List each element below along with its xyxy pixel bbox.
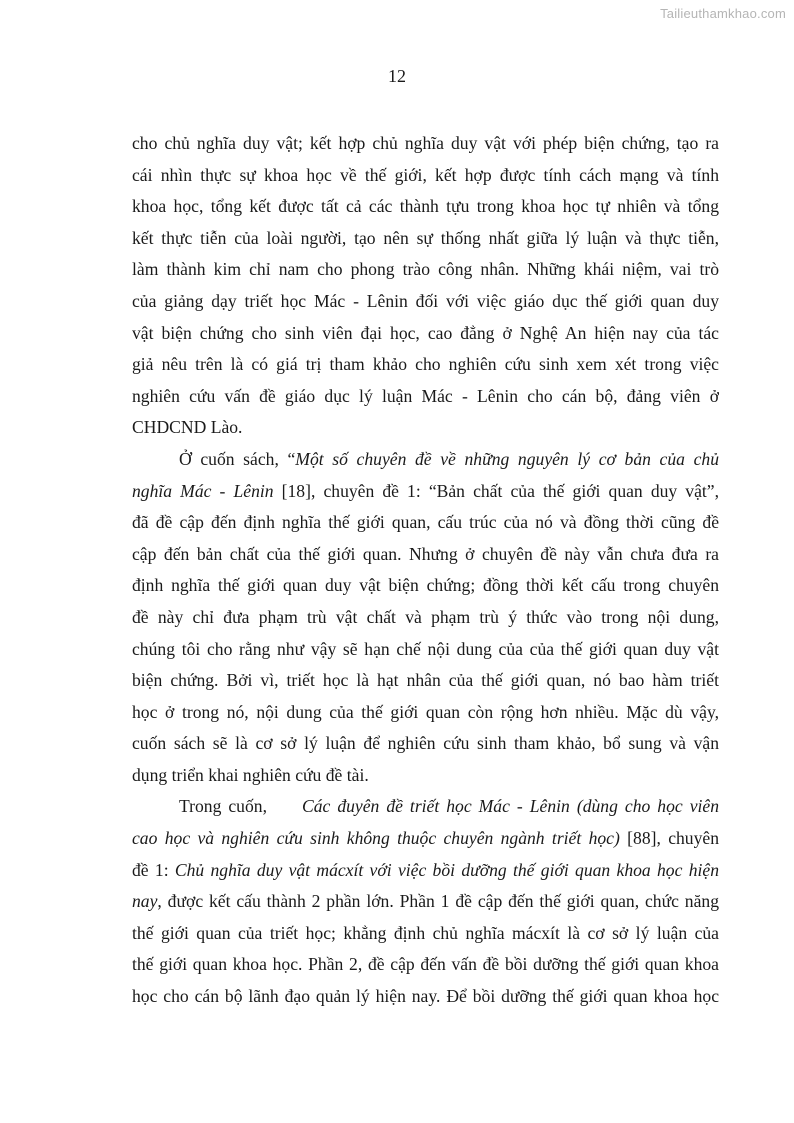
text-line: cập đến bản chất của thế giới quan. Nhưng ở chuyên đề này vẫn chưa đưa ra	[132, 543, 719, 564]
text-line: thế giới quan khoa học. Phần 2, đề cập đến vấn đề bồi dưỡng thế giới quan khoa	[132, 954, 719, 975]
page-body	[132, 128, 719, 1013]
chapter-title: Chủ nghĩa duy vật mácxít với việc bồi dưỡng thế giới quan khoa học hiện	[174, 859, 719, 880]
text-run: Trong cuốn,	[179, 796, 267, 817]
text-line: cuốn sách sẽ là cơ sở lý luận để nghiên cứu sinh tham khảo, bổ sung và vận	[132, 733, 719, 754]
text-line	[132, 444, 719, 476]
text-line: chúng tôi cho rằng như vậy sẽ hạn chế nội dung của của thế giới quan duy vật	[132, 638, 719, 659]
text-line: học cho cán bộ lãnh đạo quản lý hiện nay. Để bồi dưỡng thế giới quan khoa học	[132, 986, 719, 1007]
text-line: cái nhìn thực sự khoa học về thế giới, kết hợp được tính cách mạng và tính	[132, 164, 719, 185]
text-line	[132, 823, 719, 855]
text-line	[132, 855, 719, 887]
text-line: học ở trong nó, nội dung của thế giới quan còn rộng hơn nhiều. Mặc dù vậy,	[132, 701, 719, 722]
text-line: đề này chỉ đưa phạm trù vật chất và phạm trù ý thức vào trong nội dung,	[132, 606, 719, 627]
text-line	[132, 476, 719, 508]
text-line: biện chứng. Bởi vì, triết học là hạt nhân của thế giới quan, nó bao hàm triết	[132, 670, 719, 691]
book-title: Một số chuyên đề về những nguyên lý cơ bản của chủ	[295, 448, 719, 469]
book-title: Các đuyên đề triết học Mác - Lênin (dùng cho học viên	[301, 796, 719, 817]
text-line: khoa học, tổng kết được tất cả các thành tựu trong khoa học tự nhiên và tổng	[132, 196, 719, 217]
text-line: của giảng dạy triết học Mác - Lênin đối với việc giáo dục thế giới quan duy	[132, 290, 719, 311]
book-title: cao học và nghiên cứu sinh không thuộc chuyên ngành triết học)	[132, 828, 620, 849]
text-line: vật biện chứng cho sinh viên đại học, cao đẳng ở Nghệ An hiện nay của tác	[132, 322, 719, 343]
text-line: thế giới quan của triết học; khẳng định chủ nghĩa mácxít là cơ sở lý luận của	[132, 922, 719, 943]
chapter-title: nay	[132, 891, 158, 912]
text-line: kết thực tiễn của loài người, tạo nên sự thống nhất giữa lý luận và thực tiễn,	[132, 227, 719, 248]
watermark: Tailieuthamkhao.com	[660, 6, 786, 21]
text-line	[132, 886, 719, 918]
text-line: giả nêu trên là có giá trị tham khảo cho nghiên cứu sinh xem xét trong việc	[132, 354, 719, 375]
text-run: [88], chuyên	[619, 828, 719, 849]
book-title: nghĩa Mác - Lênin	[132, 480, 274, 501]
text-line: nghiên cứu vấn đề giáo dục lý luận Mác - Lênin cho cán bộ, đảng viên ở	[132, 385, 719, 406]
text-run: [18], chuyên đề 1: “Bản chất của thế giới quan duy vật”,	[273, 480, 719, 501]
text-run: Ở cuốn sách, “	[179, 448, 296, 469]
text-run: đề 1:	[132, 859, 175, 880]
text-line: cho chủ nghĩa duy vật; kết hợp chủ nghĩa duy vật với phép biện chứng, tạo ra	[132, 133, 719, 153]
text-run: , được kết cấu thành 2 phần lớn. Phần 1 đề cập đến thế giới quan, chức năng	[157, 891, 719, 912]
text-line: CHDCND Lào.	[132, 417, 243, 438]
text-line: dụng triển khai nghiên cứu đề tài.	[132, 764, 369, 785]
text-line	[132, 791, 719, 823]
text-line: định nghĩa thế giới quan duy vật biện chứng; đồng thời kết cấu trong chuyên	[132, 575, 719, 596]
text-line: làm thành kim chỉ nam cho phong trào công nhân. Những khái niệm, vai trò	[132, 259, 719, 280]
text-line: đã đề cập đến định nghĩa thế giới quan, cấu trúc của nó và đồng thời cũng đề	[132, 512, 719, 533]
page-number: 12	[388, 66, 406, 86]
